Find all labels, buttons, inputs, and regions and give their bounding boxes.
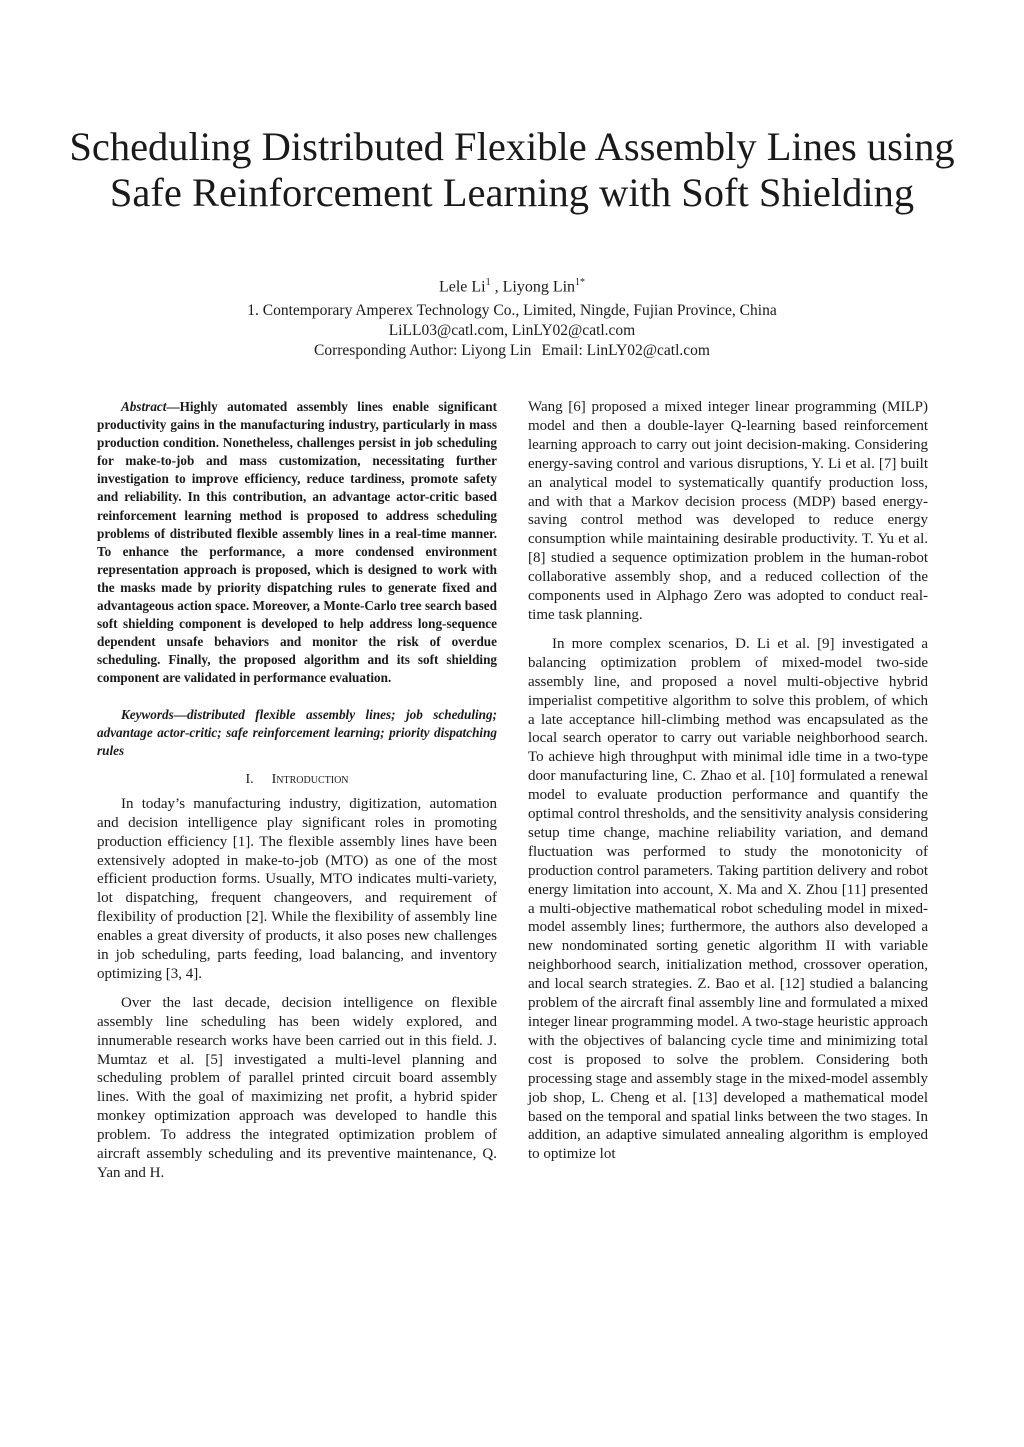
- keywords-dash: —: [173, 706, 187, 722]
- section-title: Introduction: [271, 771, 349, 787]
- intro-paragraph-2-continued: Wang [6] proposed a mixed integer linear programming (MILP) model and then a double-layer Q-learning based reinforcement learning approach to carry out joint decision-making. Considering energy-saving control and various disruptions, Y. Li et al. [7] built an analytical model to systematically quantify production loss, and with that a Markov decision process (MDP) based energy-saving control method was developed to reduce energy consumption while maintaining desirable productivity. T. Yu et al. [8] studied a sequence optimization problem in the human-robot collaborative assembly shop, and a reduced collection of the components used in Alphago Zero was adopted to conduct real-time task planning.: [528, 399, 928, 623]
- keywords-text: distributed flexible assembly lines; job scheduling; advantage actor-critic; safe reinforcement learning; priority dispatching rules: [97, 706, 497, 758]
- abstract-text: Highly automated assembly lines enable significant productivity gains in the manufacturing industry, particularly in mass production condition. Nonetheless, challenges persist in job scheduling for make-to-job and mass customization, necessitating further investigation to improve efficiency, reduce tardiness, promote safety and reliability. In this contribution, an advantage actor-critic based reinforcement learning method is proposed to address scheduling problems of distributed flexible assembly lines in a real-time manner. To enhance the performance, a more condensed environment representation approach is proposed, which is designed to work with the masks made by priority dispatching rules to generate fixed and advantageous action space. Moreover, a Monte-Carlo tree search based soft shielding component is developed to help address long-sequence dependent unsafe behaviors and monitor the risk of overdue scheduling. Finally, the proposed algorithm and its soft shielding component are validated in performance evaluation.: [97, 399, 497, 686]
- section-number: I.: [245, 771, 254, 787]
- section-heading-introduction: [97, 771, 497, 789]
- author-1: Lele Li: [438, 278, 486, 296]
- author-separator: ,: [490, 278, 503, 296]
- keywords-label: Keywords: [121, 706, 174, 722]
- abstract-dash: —: [166, 399, 180, 414]
- affiliation: 1. Contemporary Amperex Technology Co., Limited, Ningde, Fujian Province, China: [247, 302, 777, 319]
- corresponding-info: [0, 341, 1024, 361]
- author-emails: LiLL03@catl.com, LinLY02@catl.com: [388, 322, 636, 339]
- intro-paragraph-2: Over the last decade, decision intelligence on flexible assembly line scheduling has been widely explored, and innumerable research works have been carried out in this field. J. Mumtaz et al. [5] investigated a multi-level planning and scheduling problem of parallel printed circuit board assembly lines. With the goal of maximizing net profit, a hybrid spider monkey optimization approach was developed to handle this problem. To address the integrated optimization problem of aircraft assembly scheduling and its preventive maintenance, Q. Yan and H.: [97, 994, 497, 1181]
- author-line: [0, 273, 1024, 297]
- paper-title: Scheduling Distributed Flexible Assembly Lines using Safe Reinforcement Learning with Soft Shielding: [69, 124, 955, 215]
- abstract: [97, 398, 497, 688]
- keywords: [97, 706, 497, 760]
- author-2: Liyong Lin: [502, 278, 576, 296]
- left-column: [97, 398, 497, 1183]
- intro-paragraph-3: In more complex scenarios, D. Li et al. [9] investigated a balancing optimization problem of mixed-model two-side assembly line, and proposed a novel multi-objective hybrid imperialist competitive algorithm to solve this problem, of which a late acceptance hill-climbing method was encapsulated as the local search operator to carry out variable neighborhood search. To achieve high throughput with minimal idle time in a two-type door manufacturing line, C. Zhao et al. [10] formulated a renewal model to evaluate production performance and quantify the optimal control thresholds, and the sensitivity analysis considering setup time change, machine reliability variation, and demand fluctuation was performed to study the monotonicity of production control parameters. Taking partition delivery and robot energy limitation into account, X. Ma and X. Zhou [11] presented a multi-objective mathematical robot scheduling model in mixed-model assembly lines; furthermore, the authors also developed a new nondominated sorting genetic algorithm II with variable neighborhood search, initialization method, crossover operation, and local search strategies. Z. Bao et al. [12] studied a balancing problem of the aircraft final assembly line and formulated a mixed integer linear programming model. A two-stage heuristic approach with the objectives of balancing cycle time and minimizing total cost is proposed to solve the problem. Considering both processing stage and assembly stage in the mixed-model assembly job shop, L. Cheng et al. [13] developed a mathematical model based on the temporal and spatial links between the two stages. In addition, an adaptive simulated annealing algorithm is employed to optimize lot: [528, 635, 928, 1163]
- author-2-affiliation-mark: 1*: [575, 277, 586, 288]
- intro-paragraph-1: In today’s manufacturing industry, digitization, automation and decision intelligence play significant roles in promoting production efficiency [1]. The flexible assembly lines have been extensively adopted in make-to-job (MTO) as one of the most efficient production forms. Usually, MTO indicates multi-variety, lot dispatching, frequent changeovers, and requirement of flexibility of production [2]. While the flexibility of assembly line enables a great diversity of products, it also poses new challenges in job scheduling, parts feeding, load balancing, and inventory optimizing [3, 4].: [97, 795, 497, 982]
- right-column: [528, 398, 928, 1164]
- author-1-affiliation-mark: 1: [485, 277, 491, 288]
- affiliation-block: [0, 301, 1024, 361]
- abstract-label: Abstract: [121, 399, 167, 414]
- corresponding-author: Corresponding Author: Liyong Lin: [314, 342, 532, 359]
- corresponding-email: Email: LinLY02@catl.com: [541, 342, 710, 359]
